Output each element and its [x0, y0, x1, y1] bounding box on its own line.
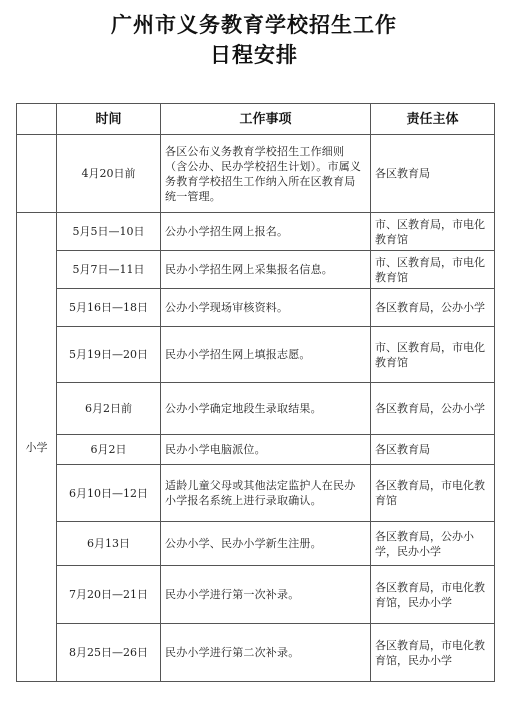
header-category — [17, 104, 57, 135]
table-row — [17, 213, 495, 251]
time-cell: 5月19日—20日 — [57, 327, 161, 383]
category-cell-primary: 小学 — [17, 213, 57, 682]
category-cell-empty — [17, 135, 57, 213]
header-task: 工作事项 — [161, 104, 371, 135]
responsible-cell: 各区教育局，市电化教育馆 — [371, 465, 495, 522]
table-row — [17, 327, 495, 383]
table-row — [17, 624, 495, 682]
table-row — [17, 383, 495, 435]
responsible-cell: 各区教育局，市电化教育馆，民办小学 — [371, 566, 495, 624]
time-cell: 6月10日—12日 — [57, 465, 161, 522]
responsible-cell: 市、区教育局，市电化教育馆 — [371, 213, 495, 251]
responsible-cell: 各区教育局 — [371, 135, 495, 213]
document-title-line1: 广州市义务教育学校招生工作 — [111, 13, 397, 37]
responsible-cell: 各区教育局，公办小学 — [371, 289, 495, 327]
task-cell: 适龄儿童父母或其他法定监护人在民办小学报名系统上进行录取确认。 — [161, 465, 371, 522]
time-cell: 5月16日—18日 — [57, 289, 161, 327]
time-cell: 7月20日—21日 — [57, 566, 161, 624]
time-cell: 6月2日前 — [57, 383, 161, 435]
table-row — [17, 251, 495, 289]
table-header-row — [17, 104, 495, 135]
task-cell: 公办小学招生网上报名。 — [161, 213, 371, 251]
task-cell: 公办小学现场审核资料。 — [161, 289, 371, 327]
table-row — [17, 435, 495, 465]
responsible-cell: 市、区教育局，市电化教育馆 — [371, 251, 495, 289]
task-cell: 民办小学招生网上采集报名信息。 — [161, 251, 371, 289]
task-cell: 民办小学招生网上填报志愿。 — [161, 327, 371, 383]
table-row — [17, 289, 495, 327]
table-row — [17, 566, 495, 624]
time-cell: 5月5日—10日 — [57, 213, 161, 251]
table-row — [17, 135, 495, 213]
document-title-line2: 日程安排 — [210, 43, 298, 67]
time-cell: 6月13日 — [57, 522, 161, 566]
task-cell: 民办小学电脑派位。 — [161, 435, 371, 465]
table-row — [17, 522, 495, 566]
responsible-cell: 各区教育局，市电化教育馆，民办小学 — [371, 624, 495, 682]
task-cell: 民办小学进行第一次补录。 — [161, 566, 371, 624]
table-row — [17, 465, 495, 522]
task-cell: 公办小学确定地段生录取结果。 — [161, 383, 371, 435]
header-time: 时间 — [57, 104, 161, 135]
task-cell: 民办小学进行第二次补录。 — [161, 624, 371, 682]
enrollment-schedule-table — [16, 103, 495, 682]
responsible-cell: 各区教育局，公办小学 — [371, 383, 495, 435]
task-cell: 各区公布义务教育学校招生工作细则（含公办、民办学校招生计划）。市属义务教育学校招生工作纳入所在区教育局统一管理。 — [161, 135, 371, 213]
responsible-cell: 各区教育局 — [371, 435, 495, 465]
responsible-cell: 各区教育局，公办小学，民办小学 — [371, 522, 495, 566]
time-cell: 8月25日—26日 — [57, 624, 161, 682]
responsible-cell: 市、区教育局，市电化教育馆 — [371, 327, 495, 383]
time-cell: 5月7日—11日 — [57, 251, 161, 289]
header-responsible: 责任主体 — [371, 104, 495, 135]
time-cell: 4月20日前 — [57, 135, 161, 213]
task-cell: 公办小学、民办小学新生注册。 — [161, 522, 371, 566]
time-cell: 6月2日 — [57, 435, 161, 465]
